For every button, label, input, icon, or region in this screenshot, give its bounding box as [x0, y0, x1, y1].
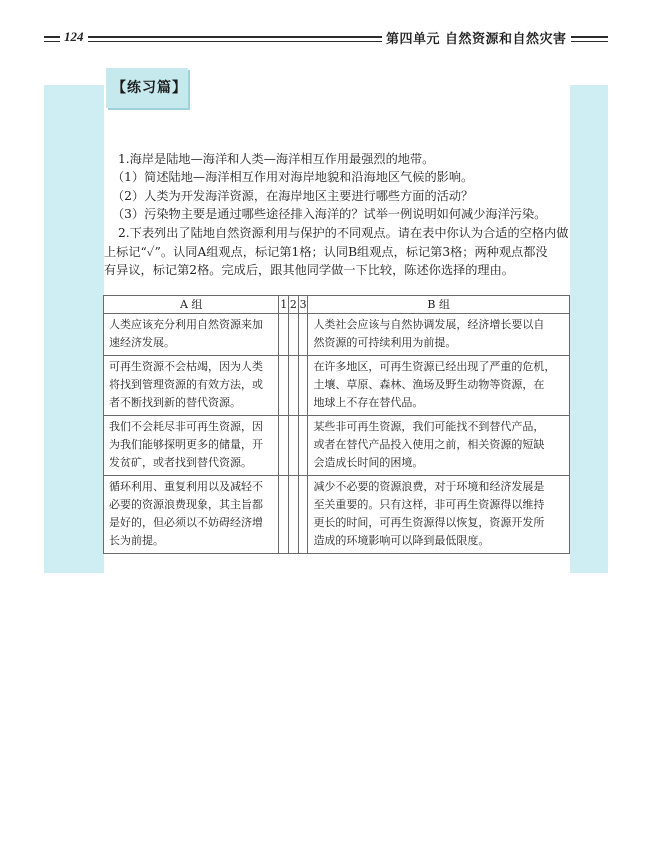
- header-a-group: A 组: [104, 296, 279, 314]
- mark-cell-2[interactable]: [289, 314, 299, 356]
- b-viewpoint-cell: 人类社会应该与自然协调发展，经济增长要以自 然资源的可持续利用为前提。: [308, 314, 570, 356]
- section-tag-label: 【练习篇】: [112, 80, 187, 96]
- page-number: 124: [60, 29, 88, 45]
- header-b-group: B 组: [308, 296, 570, 314]
- table-row: [104, 416, 570, 476]
- mark-cell-2[interactable]: [289, 416, 299, 476]
- mark-cell-1[interactable]: [279, 476, 289, 554]
- a-viewpoint-cell: 循环利用、重复利用以及减轻不 必要的资源浪费现象，其主旨都 是好的，但必须以不妨碍经济增 长为前提。: [104, 476, 279, 554]
- a-viewpoint-cell: 人类应该充分利用自然资源来加 速经济发展。: [104, 314, 279, 356]
- chapter-title: 第四单元 自然资源和自然灾害: [382, 28, 571, 47]
- mark-cell-1[interactable]: [279, 416, 289, 476]
- table-row: [104, 476, 570, 554]
- mark-cell-2[interactable]: [289, 476, 299, 554]
- question2-line2: 上标记“✓”。认同A组观点，标记第1格；认同B组观点，标记第3格；两种观点都没: [104, 245, 548, 259]
- b-viewpoint-cell: 某些非可再生资源，我们可能找不到替代产品， 或者在替代产品投入使用之前，相关资源的短缺 会造成长时间的困境。: [308, 416, 570, 476]
- header-col-3: 3: [298, 296, 308, 314]
- left-margin-band: [44, 85, 104, 573]
- table-row: [104, 356, 570, 416]
- mark-cell-3[interactable]: [298, 356, 308, 416]
- b-viewpoint-cell: 在许多地区，可再生资源已经出现了严重的危机， 土壤、草原、森林、渔场及野生动物等资源，在 地球上不存在替代品。: [308, 356, 570, 416]
- question1-sub2: （2）人类为开发海洋资源，在海岸地区主要进行哪些方面的活动？: [112, 189, 474, 203]
- question1-stem: 1.海岸是陆地—海洋和人类—海洋相互作用最强烈的地带。: [118, 152, 435, 166]
- right-margin-band: [570, 85, 608, 573]
- mark-cell-2[interactable]: [289, 356, 299, 416]
- section-tag: [106, 68, 188, 108]
- question1-sub1: （1）简述陆地—海洋相互作用对海岸地貌和沿海地区气候的影响。: [112, 170, 474, 184]
- header-rule-left-thin: [44, 41, 384, 42]
- header-rule-left: [44, 36, 384, 38]
- mark-cell-3[interactable]: [298, 314, 308, 356]
- mark-cell-1[interactable]: [279, 356, 289, 416]
- mark-cell-1[interactable]: [279, 314, 289, 356]
- a-viewpoint-cell: 我们不会耗尽非可再生资源，因 为我们能够探明更多的储量，开 发贫矿，或者找到替代资源。: [104, 416, 279, 476]
- header-col-2: 2: [289, 296, 299, 314]
- table-row: [104, 314, 570, 356]
- table-header-row: [104, 296, 570, 314]
- a-viewpoint-cell: 可再生资源不会枯竭，因为人类 将找到管理资源的有效方法，或 者不断找到新的替代资源。: [104, 356, 279, 416]
- question2-line1: 2.下表列出了陆地自然资源利用与保护的不同观点。请在表中你认为合适的空格内做: [118, 226, 569, 240]
- b-viewpoint-cell: 减少不必要的资源浪费，对于环境和经济发展是 至关重要的。只有这样，非可再生资源得以维持 更长的时间，可再生资源得以恢复，资源开发所 造成的环境影响可以降到最低限度。: [308, 476, 570, 554]
- header-col-1: 1: [279, 296, 289, 314]
- question2-line3: 有异议，标记第2格。完成后，跟其他同学做一下比较，陈述你选择的理由。: [104, 263, 514, 277]
- question1-sub3: （3）污染物主要是通过哪些途径排入海洋的？试举一例说明如何减少海洋污染。: [112, 207, 547, 221]
- mark-cell-3[interactable]: [298, 416, 308, 476]
- viewpoint-table: [103, 295, 570, 554]
- mark-cell-3[interactable]: [298, 476, 308, 554]
